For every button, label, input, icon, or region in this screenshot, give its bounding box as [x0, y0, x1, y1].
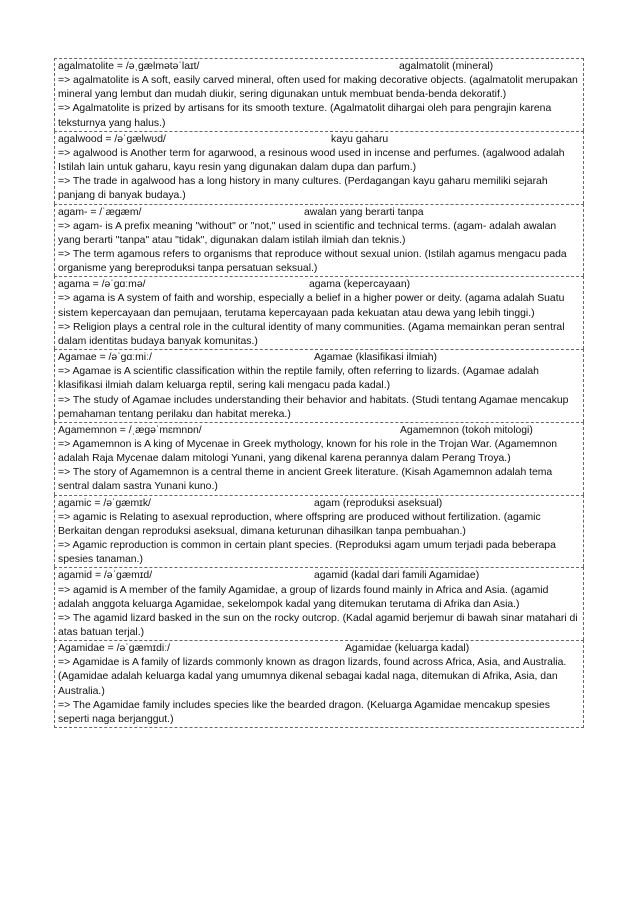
entry-example: => The trade in agalwood has a long history in many cultures. (Perdagangan kayu gaharu memiliki sejarah panjang di banyak budaya.)	[58, 176, 548, 202]
entry-translation: kayu gaharu	[331, 133, 389, 145]
entry-example: => The term agamous refers to organisms that reproduce without sexual union. (Istilah agamus mengacu pada organisme yang bereproduksi tanpa persatuan seksual.)	[58, 248, 567, 275]
entry-example: => Religion plays a central role in the cultural identity of many communities. (Agama memainkan peran sentral dalam identitas budaya banyak komunitas.)	[58, 321, 565, 347]
entry-translation: agalmatolit (mineral)	[399, 61, 494, 72]
entry-definition: => agalwood is Another term for agarwood, a resinous wood used in incense and perfumes. (agalwood adalah Istilah lain untuk gaharu, kayu resin yang digunakan dalam dupa dan parfum.)	[58, 147, 565, 174]
entry-headword: agam- = /ˈæɡæm/	[58, 206, 142, 218]
entry-headline	[58, 278, 581, 292]
dictionary-entry	[54, 204, 584, 277]
entry-headline	[58, 351, 581, 365]
entry-definition: => Agamae is A scientific classification within the reptile family, often referring to lizards. (Agamae adalah klasifikasi ilmiah dalam keluarga reptil, sering kali mengacu pada kadal.)	[58, 366, 539, 392]
dictionary-entry	[54, 495, 584, 568]
entry-translation: agama (kepercayaan)	[309, 279, 411, 291]
entry-headword: Agamemnon = /ˌæɡəˈmɛmnɒn/	[58, 424, 202, 436]
entry-headline	[58, 133, 581, 147]
entry-headline	[58, 206, 581, 220]
dictionary-entry	[54, 131, 584, 204]
entry-headword: agamid = /əˈɡæmɪd/	[58, 570, 153, 582]
entry-translation: awalan yang berarti tanpa	[304, 206, 424, 218]
dictionary-entry	[54, 58, 584, 131]
entry-headword: agalmatolite = /əˌɡælmətəˈlaɪt/	[58, 61, 200, 72]
entry-definition: => agalmatolite is A soft, easily carved mineral, often used for making decorative objects. (agalmatolit merupakan mineral yang lembut dan mudah diukir, sering digunakan untuk membuat benda-benda dekoratif.)	[58, 75, 578, 101]
entry-example: => Agamic reproduction is common in certain plant species. (Reproduksi agam umum terjadi pada beberapa spesies tanaman.)	[58, 540, 556, 566]
dictionary-page	[54, 58, 584, 728]
entry-headline	[58, 60, 581, 74]
entry-example: => The Agamidae family includes species like the bearded dragon. (Keluarga Agamidae mencakup spesies seperti naga berjanggut.)	[58, 699, 550, 725]
entry-translation: Agamemnon (tokoh mitologi)	[400, 424, 533, 436]
dictionary-entry	[54, 640, 584, 728]
entry-example: => The agamid lizard basked in the sun on the rocky outcrop. (Kadal agamid berjemur di bawah sinar matahari di atas batuan terjal.)	[58, 612, 578, 638]
entry-translation: Agamae (klasifikasi ilmiah)	[314, 352, 437, 364]
dictionary-entry	[54, 276, 584, 349]
entry-headline	[58, 497, 581, 511]
dictionary-entry	[54, 567, 584, 640]
dictionary-entry	[54, 422, 584, 495]
entry-headword: agamic = /əˈɡæmɪk/	[58, 497, 151, 509]
entry-definition: => agama is A system of faith and worship, especially a belief in a higher power or deity. (agama adalah Suatu sistem kepercayaan dan pemujaan, terutama kepercayaan pada kekuatan atau dewa yang lebih tinggi.)	[58, 293, 565, 319]
entry-definition: => Agamidae is A family of lizards commonly known as dragon lizards, found across Africa, Asia, and Australia. (Agamidae adalah keluarga kadal yang umumnya dikenal sebagai kadal naga, ditemukan di Afrika, Asia, dan Australia.)	[58, 657, 567, 697]
entry-headword: Agamidae = /əˈɡæmɪdiː/	[58, 643, 170, 655]
entry-headline	[58, 569, 581, 583]
entry-headword: Agamae = /əˈɡɑːmiː/	[58, 352, 152, 364]
entry-headline	[58, 424, 581, 438]
entry-definition: => agamic is Relating to asexual reproduction, where offspring are produced without fertilization. (agamic Berkaitan dengan reproduksi aseksual, dimana keturunan dihasilkan tanpa pembuahan.)	[58, 511, 541, 537]
entry-definition: => agamid is A member of the family Agamidae, a group of lizards found mainly in Africa and Asia. (agamid adalah anggota keluarga Agamidae, sekelompok kadal yang ditemukan terutama di Afrika dan Asia.)	[58, 584, 549, 610]
dictionary-entry	[54, 349, 584, 422]
entry-example: => The study of Agamae includes understanding their behavior and habitats. (Studi tentang Agamae mencakup pemahaman tentang perilaku dan habitat mereka.)	[58, 394, 569, 420]
entry-definition: => Agamemnon is A king of Mycenae in Greek mythology, known for his role in the Trojan War. (Agamemnon adalah Raja Mycenae dalam mitologi Yunani, yang dikenal karena perannya dalam Perang Troya.)	[58, 438, 557, 465]
entry-example: => The story of Agamemnon is a central theme in ancient Greek literature. (Kisah Agamemnon adalah tema sentral dalam sastra Yunani kuno.)	[58, 467, 553, 493]
entry-translation: Agamidae (keluarga kadal)	[345, 643, 470, 655]
entry-translation: agam (reproduksi aseksual)	[314, 497, 443, 509]
entry-headline	[58, 642, 581, 656]
entry-translation: agamid (kadal dari famili Agamidae)	[314, 570, 480, 582]
entry-definition: => agam- is A prefix meaning "without" or "not," used in scientific and technical terms. (agam- adalah awalan yang berarti "tanpa" atau "tidak", digunakan dalam istilah ilmiah dan teknis.)	[58, 220, 557, 246]
entry-example: => Agalmatolite is prized by artisans for its smooth texture. (Agalmatolit dihargai oleh para pengrajin karena teksturnya yang halus.)	[58, 103, 552, 129]
entry-headword: agama = /əˈɡɑːmə/	[58, 279, 146, 291]
entry-headword: agalwood = /əˈɡælwʊd/	[58, 133, 166, 145]
